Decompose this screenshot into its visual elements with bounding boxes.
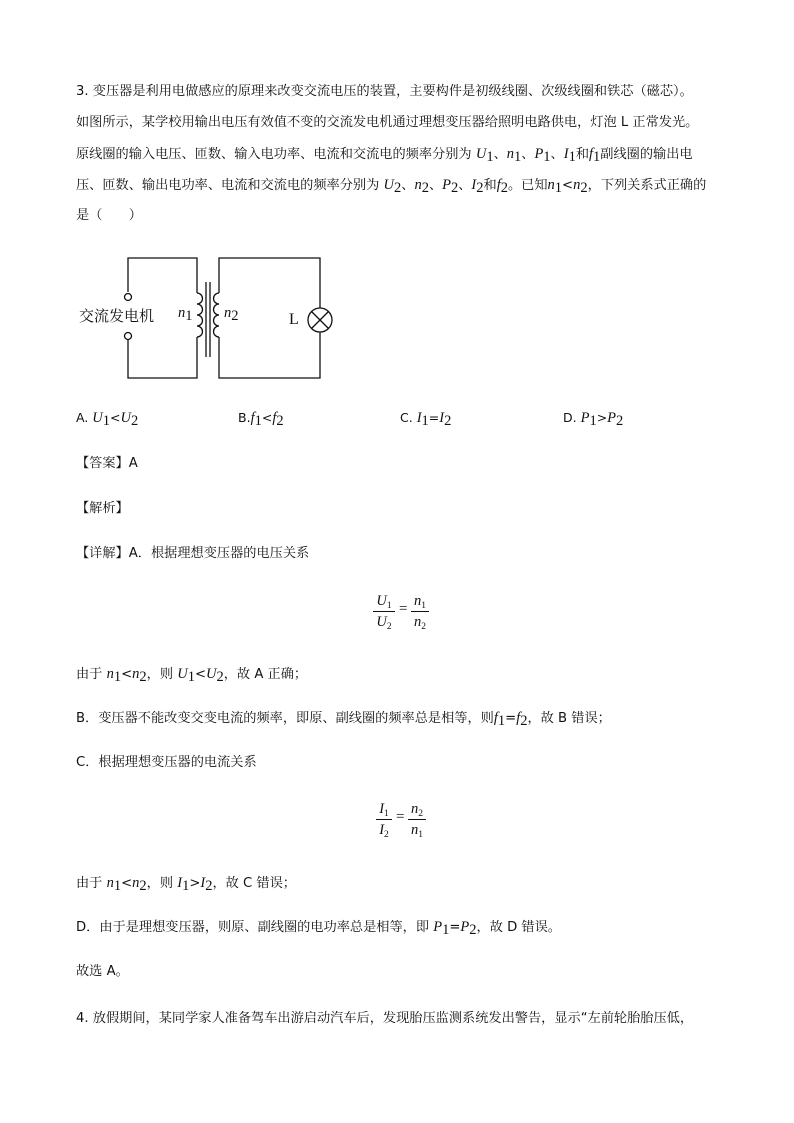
equals-sign-1: = [399, 601, 408, 617]
detail-c-intro: C．根据理想变压器的电流关系 [76, 755, 257, 770]
equals-sign-2: = [396, 809, 405, 825]
q3-line-4: 压、匝数、输出电功率、电流和交流电的频率分别为 $U_2$、$n_2$、$P_2$、$I_2$和$f_2$。已知$n_1<n_2$，下列关系式正确的 [76, 177, 707, 196]
choice-conclusion: 故选 A。 [76, 964, 129, 979]
generator-terminal-bottom [125, 333, 132, 340]
generator-label: 交流发电机 [79, 307, 155, 325]
option-c[interactable]: C. $I_1=I_2$ [400, 410, 452, 429]
option-d[interactable]: D. $P_1>P_2$ [563, 410, 624, 429]
lamp-label: L [289, 311, 299, 328]
generator-terminal-top [125, 294, 132, 301]
secondary-wire-bottom [219, 332, 320, 378]
fraction-i1-i2: $I_1$ $I_2$ [376, 800, 392, 839]
detail-c-conclusion: 由于 $n_1<n_2$，则 $I_1>I_2$，故 C 错误； [76, 875, 296, 894]
fraction-n2-n1: $n_2$ $n_1$ [408, 800, 426, 839]
option-b[interactable]: $B.f_1<f_2$ [238, 410, 284, 429]
detail-b: B．变压器不能改变交变电流的频率，即原、副线圈的频率总是相等，则$f_1=f_2$，故 B 错误； [76, 710, 611, 729]
primary-wire-bottom [128, 337, 197, 378]
analysis-title: 【解析】 [76, 501, 129, 516]
option-a[interactable]: A. $U_1<U_2$ [76, 410, 139, 429]
fraction-n1-n2: $n_1$ $n_2$ [411, 592, 429, 631]
primary-coil [197, 293, 203, 337]
q4-line-1: 4. 放假期间，某同学家人准备驾车出游启动汽车后，发现胎压监测系统发出警告，显示“左前轮胎胎压低， [76, 1011, 694, 1026]
fraction-u1-u2: $U_1$ $U_2$ [373, 592, 395, 631]
q3-line-1: 3. 变压器是利用电做感应的原理来改变交流电压的装置，主要构件是初级线圈、次级线圈和铁芯（磁芯）。 [76, 84, 693, 99]
n2-label: $n_2$ [224, 305, 239, 324]
detail-d: D．由于是理想变压器，则原、副线圈的电功率总是相等，即 $P_1=P_2$，故 D 错误。 [76, 919, 561, 938]
primary-wire-top [128, 258, 197, 293]
detail-a-conclusion: 由于 $n_1<n_2$，则 $U_1<U_2$，故 A 正确； [76, 666, 308, 685]
secondary-wire-top [219, 258, 320, 308]
detail-a-intro: 【详解】A．根据理想变压器的电压关系 [76, 546, 310, 561]
n1-label: $n_1$ [178, 305, 193, 324]
q3-line-2: 如图所示，某学校用输出电压有效值不变的交流发电机通过理想变压器给照明电路供电，灯泡 L 正常发光。 [76, 115, 699, 130]
q3-line-5: 是（ ） [76, 208, 142, 223]
answer: 【答案】A [76, 456, 138, 471]
lamp-icon [308, 308, 332, 332]
q3-line-3: 原线圈的输入电压、匝数、输入电功率、电流和交流电的频率分别为 $U_1$、$n_1$、$P_1$、$I_1$和$f_1$副线圈的输出电 [76, 146, 693, 165]
secondary-coil [214, 293, 219, 337]
